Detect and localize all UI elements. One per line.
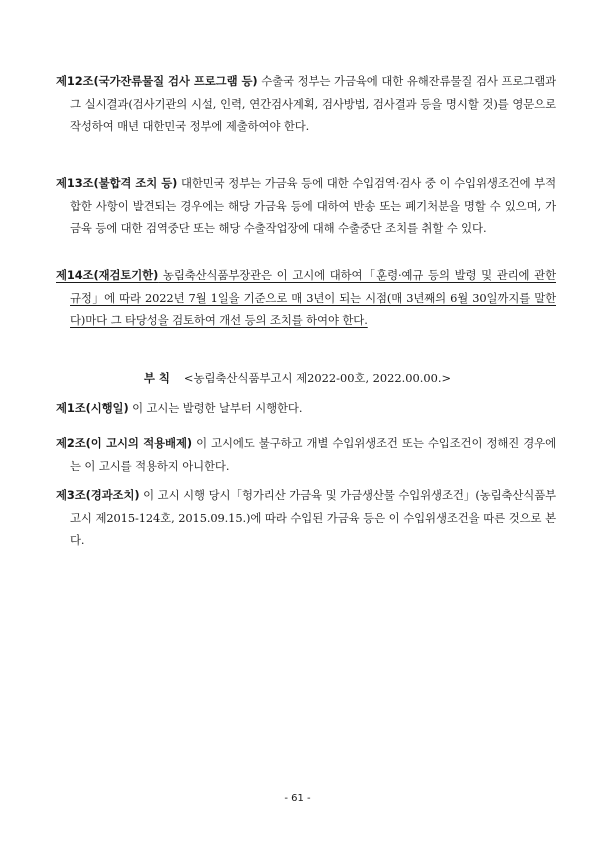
article-body: 농림축산식품부장관은 이 고시에 대하여「훈령·예규 등의 발령 및 관리에 관한 규정」에 따라 2022년 7월 1일을 기준으로 매 3년이 되는 시점(매 3년째의 6월 30일까지를 말한다)마다 그 타당성을 검토하여 개선 등의 조치를 하여야 한다.	[70, 268, 556, 327]
supp-article-2	[56, 432, 556, 477]
article-body: 이 고시는 발령한 날부터 시행한다.	[128, 401, 303, 415]
article-heading: 제12조(국가잔류물질 검사 프로그램 등)	[56, 74, 258, 88]
supplementary-subtitle: <농림축산식품부고시 제2022-00호, 2022.00.00.>	[183, 371, 452, 385]
supplementary-heading	[0, 370, 595, 386]
article-heading: 제13조(불합격 조치 등)	[56, 176, 178, 190]
article-body: 수출국 정부는 가금육에 대한 유해잔류물질 검사 프로그램과 그 실시결과(검사기관의 시설, 인력, 연간검사계획, 검사방법, 검사결과 등을 명시할 것)를 영문으로 작성하여 매년 대한민국 정부에 제출하여야 한다.	[70, 74, 557, 133]
article-body: 대한민국 정부는 가금육 등에 대한 수입검역·검사 중 이 수입위생조건에 부적합한 사항이 발견되는 경우에는 해당 가금육 등에 대하여 반송 또는 폐기처분을 명할 수 있으며, 가금육 등에 대한 검역중단 또는 해당 수출작업장에 대해 수출중단 조치를 취할 수 있다.	[70, 176, 556, 235]
article-heading: 제14조(재검토기한)	[56, 268, 159, 282]
article-12	[56, 70, 556, 138]
article-heading: 제1조(시행일)	[56, 401, 129, 415]
article-14	[56, 264, 556, 332]
article-13	[56, 172, 556, 240]
page-number: - 61 -	[284, 793, 311, 804]
article-heading: 제2조(이 고시의 적용배제)	[56, 436, 192, 450]
article-body: 이 고시에도 불구하고 개별 수입위생조건 또는 수입조건이 정해진 경우에는 이 고시를 적용하지 아니한다.	[70, 436, 556, 473]
supp-article-3	[56, 484, 556, 552]
article-heading: 제3조(경과조치)	[56, 488, 140, 502]
article-body: 이 고시 시행 당시「헝가리산 가금육 및 가금생산물 수입위생조건」(농림축산식품부 고시 제2015-124호, 2015.09.15.)에 따라 수입된 가금육 등은 이 수입위생조건을 따른 것으로 본다.	[70, 488, 556, 547]
supp-article-1	[56, 397, 556, 420]
supplementary-title: 부 칙	[143, 371, 170, 385]
